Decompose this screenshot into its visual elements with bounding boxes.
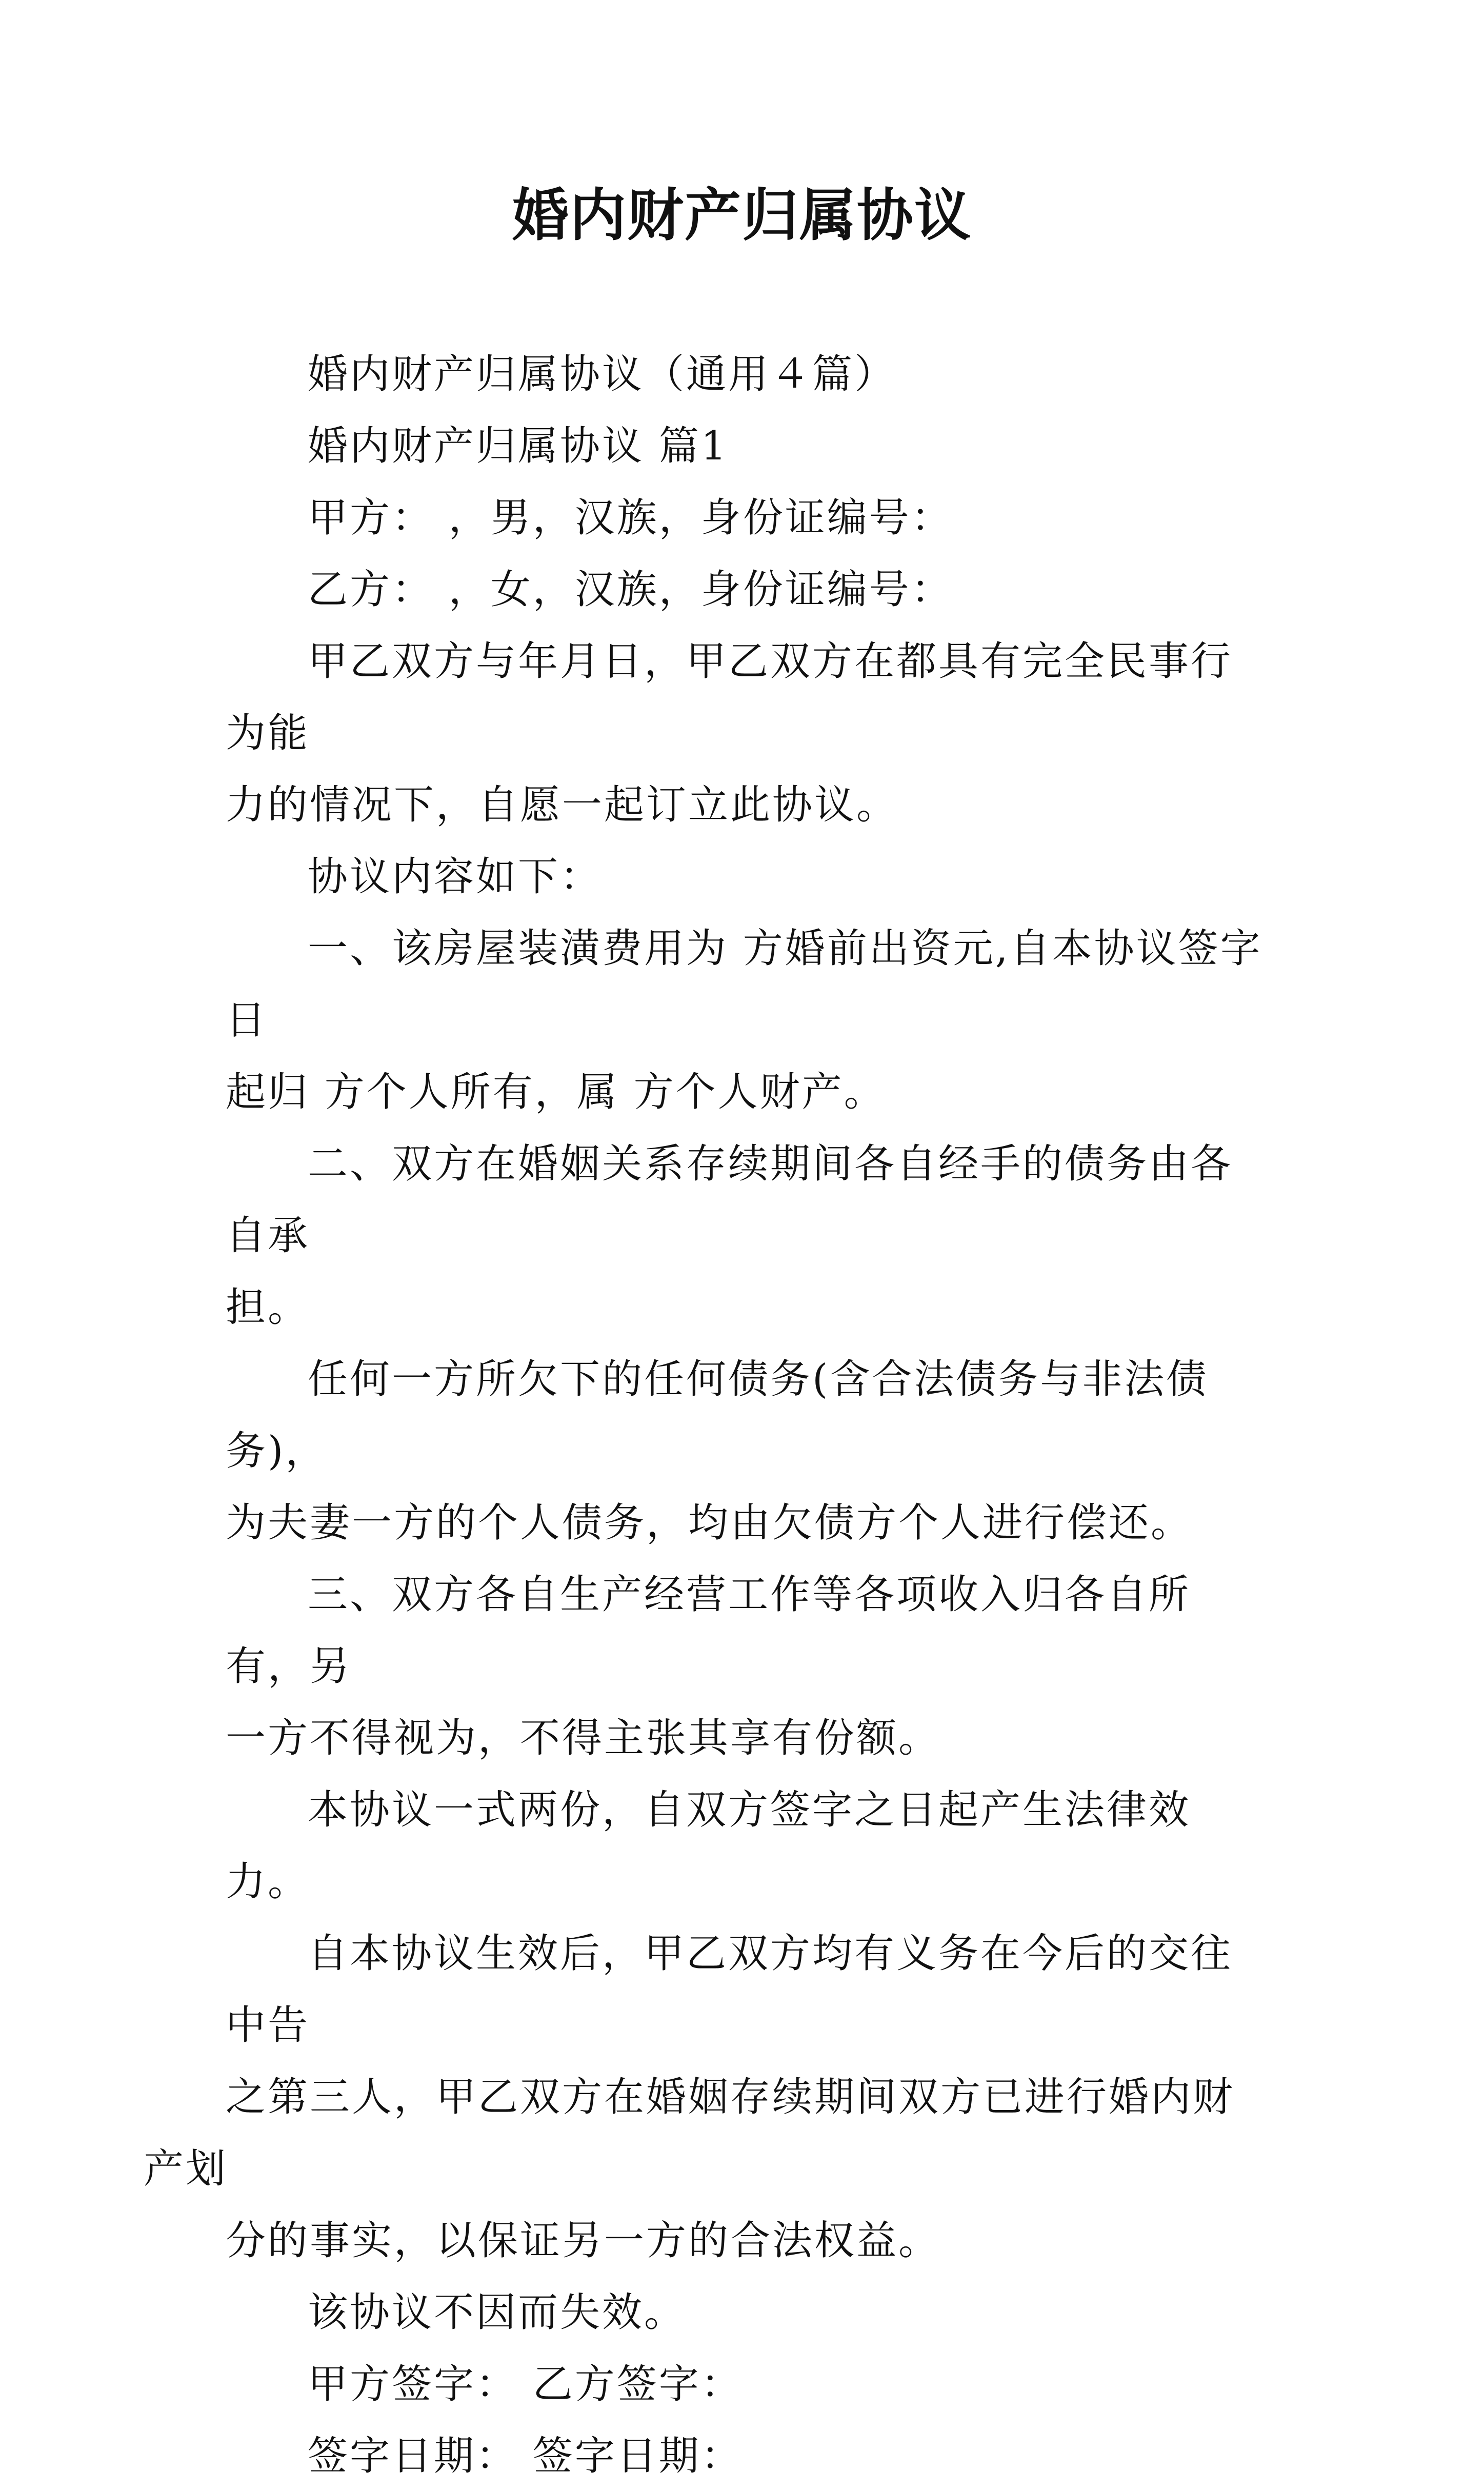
paragraph-line: 之第三人，甲乙双方在婚姻存续期间双方已进行婚内财产划 [144,2074,1235,2192]
paragraph [226,1128,1272,1343]
paragraph-line: 甲方： ，男，汉族，身份证编号： [308,495,953,541]
paragraph-line: 一、该房屋装潢费用为 方婚前出资元,自本协议签字日 [226,926,1262,1043]
paragraph-line: 担。 [226,1284,310,1331]
paragraph [226,2420,1272,2492]
paragraph-line: 三、双方各自生产经营工作等各项收入归各自所有，另 [226,1572,1191,1690]
paragraph [226,554,1272,626]
paragraph [226,338,1272,410]
paragraph [226,1343,1272,1559]
paragraph [226,626,1272,841]
document-title: 婚内财产归属协议 [512,182,972,248]
paragraph [226,482,1272,554]
paragraph [226,1559,1272,1774]
paragraph-line: 甲乙双方与年月日，甲乙双方在都具有完全民事行为能 [226,638,1233,756]
paragraph [144,1918,1272,2277]
paragraph [226,2277,1272,2348]
paragraph [226,2348,1272,2420]
paragraph [226,913,1272,1128]
paragraph-line: 起归 方个人所有，属 方个人财产。 [226,1069,886,1115]
paragraph-line: 协议内容如下： [308,854,603,900]
paragraph-line: 一方不得视为，不得主张其享有份额。 [226,1715,941,1761]
paragraph-line: 乙方： ，女，汉族，身份证编号： [308,567,953,613]
paragraph-line: 婚内财产归属协议（通用４篇） [308,351,897,397]
paragraph-line: 签字日期： 签字日期： [308,2433,743,2479]
paragraph-line: 甲方签字： 乙方签字： [308,2361,743,2407]
paragraph-line: 力的情况下，自愿一起订立此协议。 [226,782,899,828]
paragraph [226,410,1272,482]
paragraph [226,841,1272,913]
paragraph-line: 该协议不因而失效。 [308,2289,687,2336]
document-body [144,338,1272,2492]
paragraph [226,1774,1272,1918]
paragraph-line: 二、双方在婚姻关系存续期间各自经手的债务由各自承 [226,1141,1233,1259]
paragraph-line: 分的事实，以保证另一方的合法权益。 [226,2218,941,2264]
paragraph-line: 本协议一式两份，自双方签字之日起产生法律效力。 [226,1787,1191,1905]
paragraph-line: 婚内财产归属协议 篇1 [308,423,729,469]
paragraph-line: 为夫妻一方的个人债务，均由欠债方个人进行偿还。 [226,1500,1193,1546]
paragraph-line: 自本协议生效后，甲乙双方均有义务在今后的交往中告 [226,1931,1233,2048]
paragraph-line: 任何一方所欠下的任何债务(含合法债务与非法债务)， [226,1356,1209,1474]
